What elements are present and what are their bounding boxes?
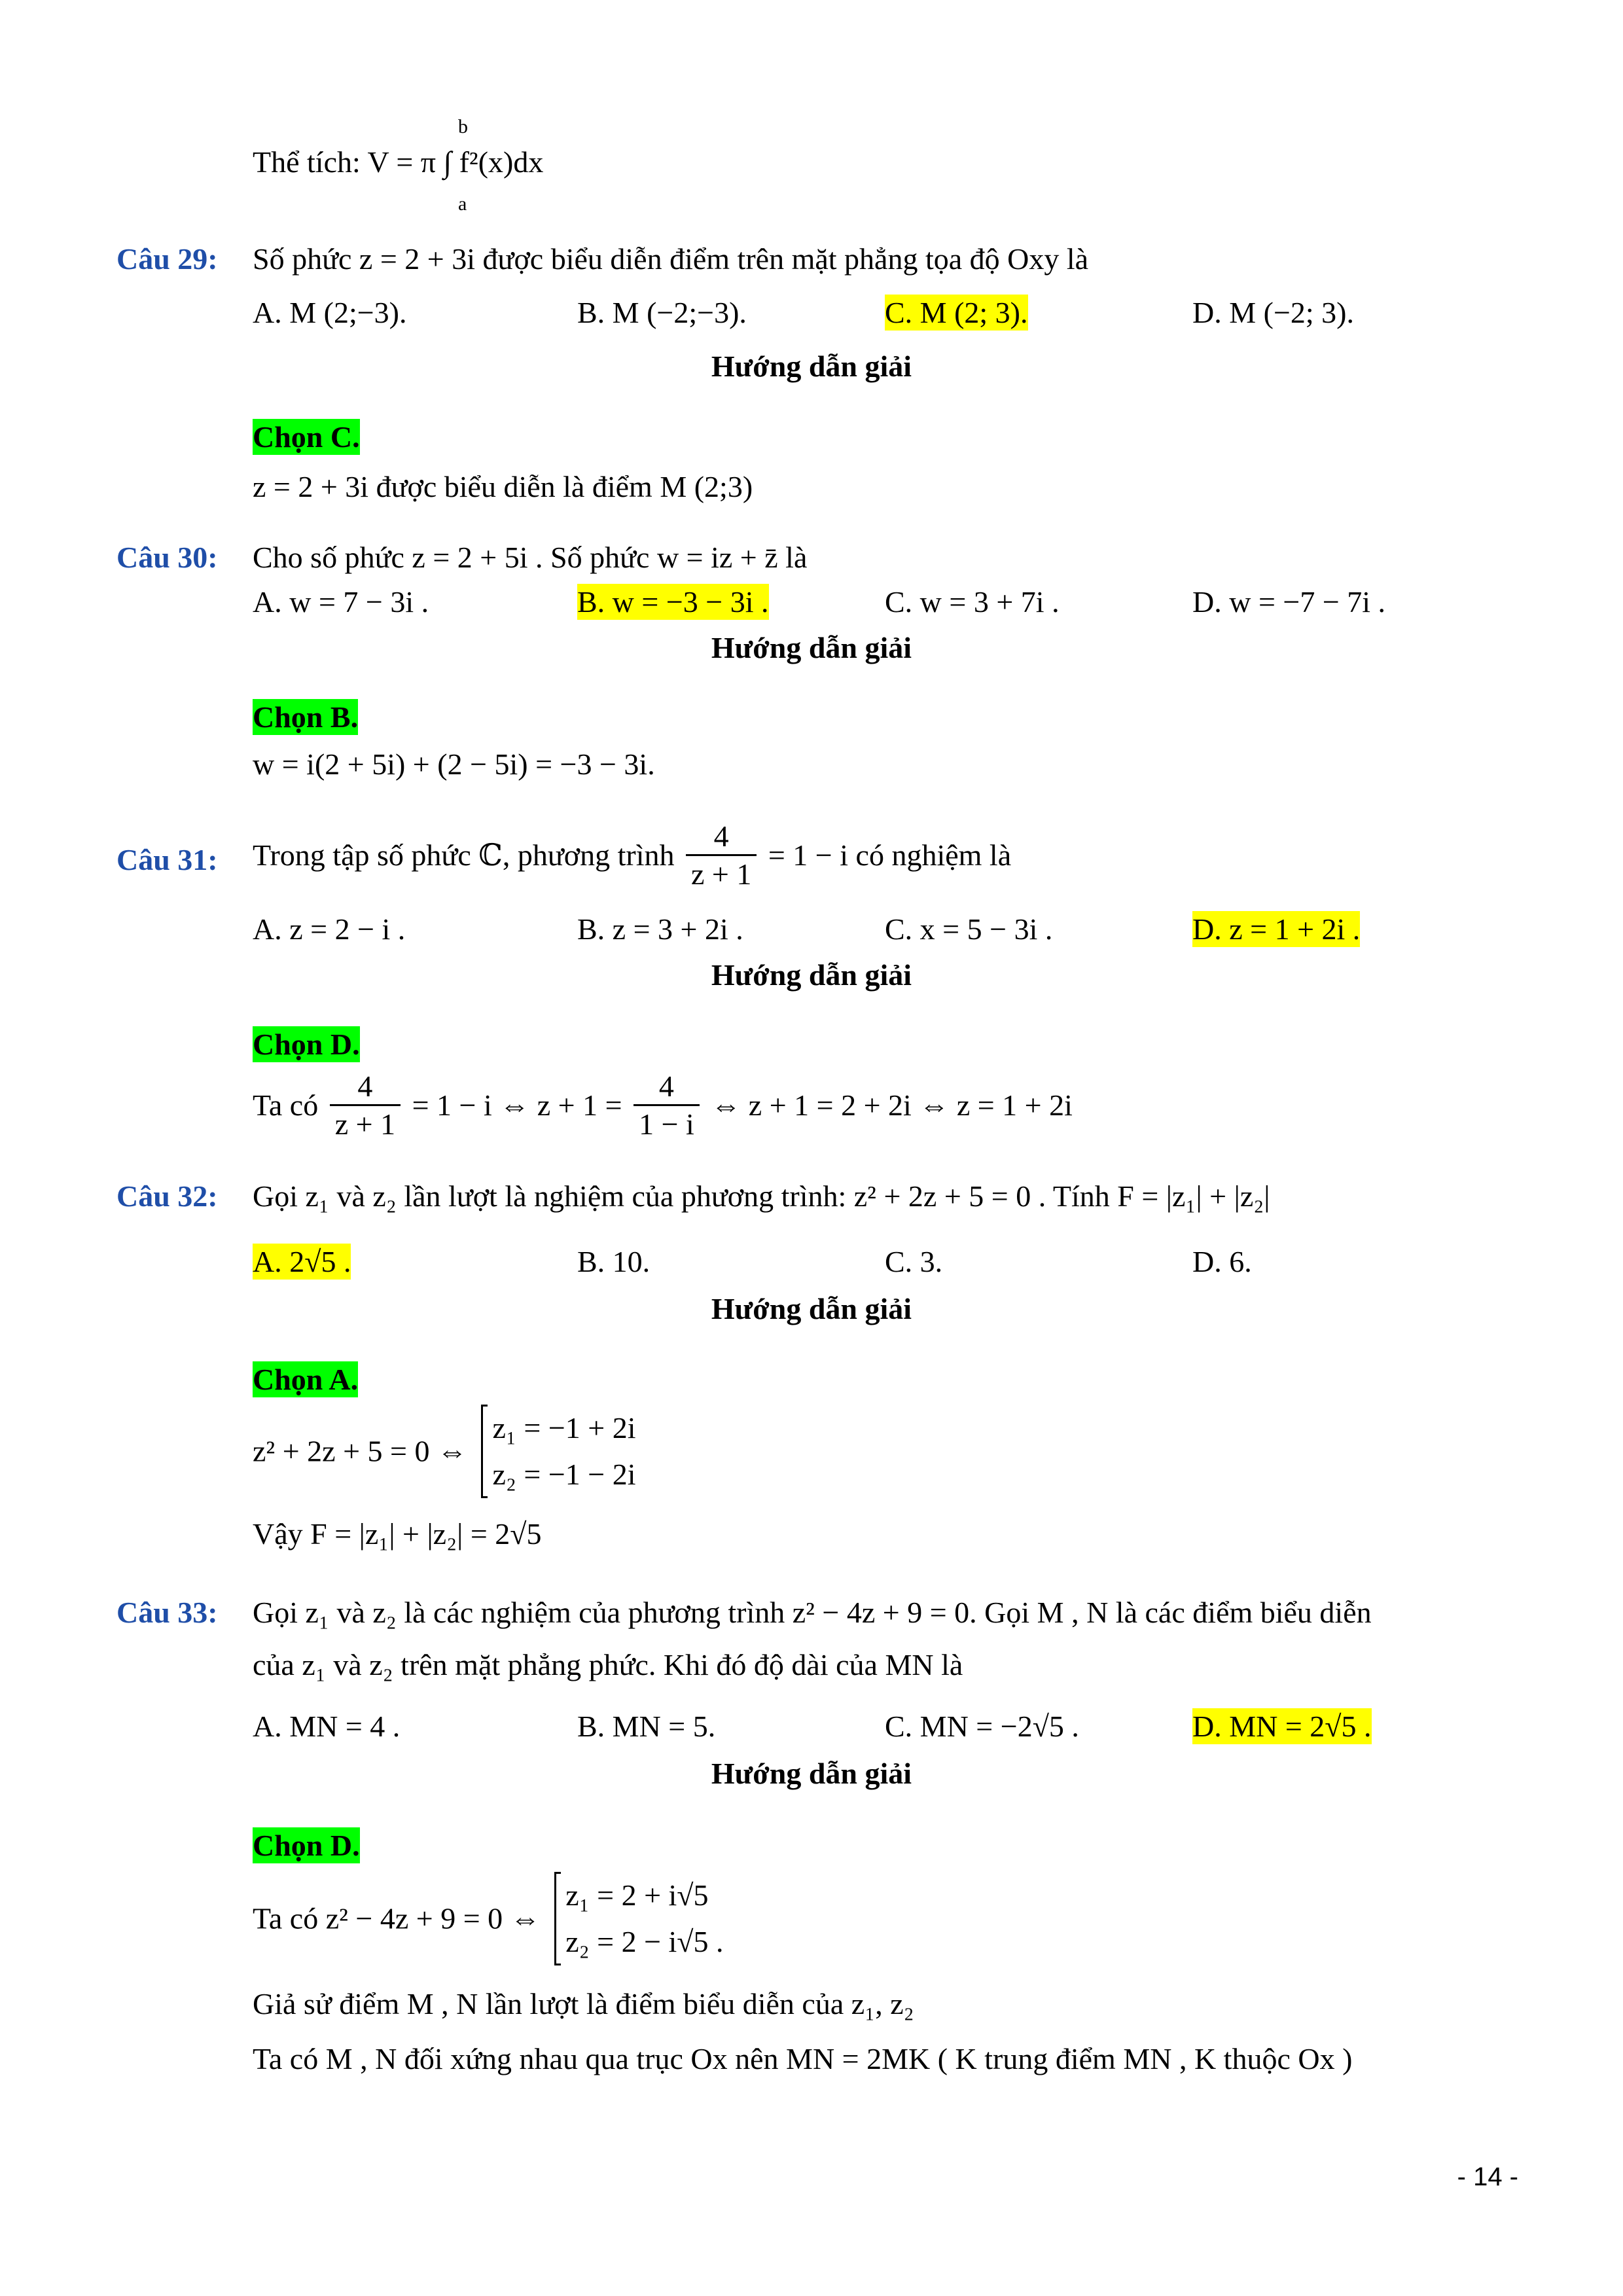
question-31-label: Câu 31: xyxy=(116,843,218,876)
q32-sol-bracket xyxy=(481,1405,635,1498)
q31-solution xyxy=(253,1068,1073,1142)
q30-option-d[interactable]: D. w = −7 − 7i . xyxy=(1192,585,1386,619)
q31-option-d[interactable]: D. z = 1 + 2i . xyxy=(1192,911,1360,947)
q31-option-a[interactable]: A. z = 2 − i . xyxy=(253,912,406,946)
q29-solution: z = 2 + 3i được biểu diễn là điểm M (2;3) xyxy=(253,470,753,503)
q31-sol-frac2-denominator: 1 − i xyxy=(633,1104,700,1142)
q29-option-c[interactable]: C. M (2; 3). xyxy=(885,295,1028,331)
q31-sol-frac1-numerator: 4 xyxy=(357,1069,373,1103)
q29-guide-heading: Hướng dẫn giải xyxy=(711,350,912,383)
q32-option-b[interactable]: B. 10. xyxy=(577,1245,651,1278)
q30-option-b[interactable]: B. w = −3 − 3i . xyxy=(577,584,769,620)
q32-option-a[interactable]: A. 2√5 . xyxy=(253,1244,351,1280)
q33-guide-heading: Hướng dẫn giải xyxy=(711,1757,912,1790)
q33-option-b[interactable]: B. MN = 5. xyxy=(577,1710,716,1743)
q33-answer-choice: Chọn D. xyxy=(253,1827,360,1863)
q33-solution-line-2: Giả sử điểm M , N lần lượt là điểm biểu diễn của z₁, z₂ xyxy=(253,1987,914,2020)
question-29-label: Câu 29: xyxy=(116,242,218,276)
q31-text-before: Trong tập số phức ℂ, phương trình xyxy=(253,838,675,872)
q30-option-a[interactable]: A. w = 7 − 3i . xyxy=(253,585,429,619)
volume-text: Thể tích: V = π ∫ f²(x)dx xyxy=(253,145,544,179)
q31-sol-prefix: Ta có xyxy=(253,1088,319,1122)
q33-solution-system xyxy=(253,1872,724,1965)
q32-solution-system xyxy=(253,1405,636,1498)
q30-guide-heading: Hướng dẫn giải xyxy=(711,631,912,664)
q32-sol-lhs: z² + 2z + 5 = 0 ⇔ xyxy=(253,1434,467,1468)
q30-answer-choice: Chọn B. xyxy=(253,699,358,735)
question-33-text-line-1: Gọi z₁ và z₂ là các nghiệm của phương trình z² − 4z + 9 = 0. Gọi M , N là các điểm biểu diễn xyxy=(253,1596,1372,1629)
page-number: - 14 - xyxy=(1457,2162,1518,2191)
volume-formula xyxy=(253,144,543,180)
q32-guide-heading: Hướng dẫn giải xyxy=(711,1292,912,1325)
q31-sol-mid: = 1 − i ⇔ z + 1 = xyxy=(412,1088,622,1122)
question-30-label: Câu 30: xyxy=(116,541,218,574)
integral-lower-limit: a xyxy=(458,193,467,215)
q31-answer-choice: Chọn D. xyxy=(253,1026,360,1062)
q32-answer-choice: Chọn A. xyxy=(253,1361,358,1397)
integral-upper-limit: b xyxy=(458,116,468,137)
q33-solution-line-3: Ta có M , N đối xứng nhau qua trục Ox nên MN = 2MK ( K trung điểm MN , K thuộc Ox ) xyxy=(253,2042,1353,2075)
question-33-text-line-2: của z₁ và z₂ trên mặt phẳng phức. Khi đó độ dài của MN là xyxy=(253,1648,963,1681)
q33-sol-root-1: z₁ = 2 + i√5 xyxy=(565,1878,709,1912)
q32-sol-root-1: z₁ = −1 + 2i xyxy=(492,1411,636,1444)
question-31-text xyxy=(253,818,1011,892)
q31-sol-frac2-numerator: 4 xyxy=(658,1069,674,1103)
q31-option-c[interactable]: C. x = 5 − 3i . xyxy=(885,912,1053,946)
q33-option-d[interactable]: D. MN = 2√5 . xyxy=(1192,1708,1372,1744)
question-32-label: Câu 32: xyxy=(116,1179,218,1213)
q31-frac-denominator: z + 1 xyxy=(686,854,757,892)
q29-option-b[interactable]: B. M (−2;−3). xyxy=(577,296,747,329)
question-32-text: Gọi z₁ và z₂ lần lượt là nghiệm của phương trình: z² + 2z + 5 = 0 . Tính F = |z₁| + |z₂| xyxy=(253,1179,1270,1213)
q32-option-c[interactable]: C. 3. xyxy=(885,1245,943,1278)
q32-conclusion: Vậy F = |z₁| + |z₂| = 2√5 xyxy=(253,1517,542,1551)
q31-sol-fraction-1 xyxy=(330,1068,401,1142)
q31-sol-fraction-2 xyxy=(633,1068,700,1142)
q31-sol-frac1-denominator: z + 1 xyxy=(330,1104,401,1142)
q31-frac-numerator: 4 xyxy=(713,819,729,853)
q30-solution: w = i(2 + 5i) + (2 − 5i) = −3 − 3i. xyxy=(253,747,655,781)
q31-text-after: = 1 − i có nghiệm là xyxy=(768,838,1012,872)
q30-option-c[interactable]: C. w = 3 + 7i . xyxy=(885,585,1060,619)
question-33-label: Câu 33: xyxy=(116,1596,218,1629)
q33-option-a[interactable]: A. MN = 4 . xyxy=(253,1710,401,1743)
q31-guide-heading: Hướng dẫn giải xyxy=(711,958,912,992)
q33-sol-root-2: z₂ = 2 − i√5 . xyxy=(565,1925,724,1959)
question-30-text: Cho số phức z = 2 + 5i . Số phức w = iz + z̄ là xyxy=(253,541,808,574)
q32-sol-root-2: z₂ = −1 − 2i xyxy=(492,1458,636,1492)
q29-option-a[interactable]: A. M (2;−3). xyxy=(253,296,407,329)
q31-option-b[interactable]: B. z = 3 + 2i . xyxy=(577,912,743,946)
q31-sol-end: ⇔ z + 1 = 2 + 2i ⇔ z = 1 + 2i xyxy=(711,1088,1073,1122)
q33-sol-lhs: Ta có z² − 4z + 9 = 0 ⇔ xyxy=(253,1901,541,1935)
q33-option-c[interactable]: C. MN = −2√5 . xyxy=(885,1710,1079,1743)
q33-sol-bracket xyxy=(554,1872,723,1965)
q29-answer-choice: Chọn C. xyxy=(253,419,360,455)
q32-option-d[interactable]: D. 6. xyxy=(1192,1245,1252,1278)
q31-fraction xyxy=(686,818,757,892)
question-29-text: Số phức z = 2 + 3i được biểu diễn điểm trên mặt phẳng tọa độ Oxy là xyxy=(253,242,1089,276)
q29-option-d[interactable]: D. M (−2; 3). xyxy=(1192,296,1354,329)
